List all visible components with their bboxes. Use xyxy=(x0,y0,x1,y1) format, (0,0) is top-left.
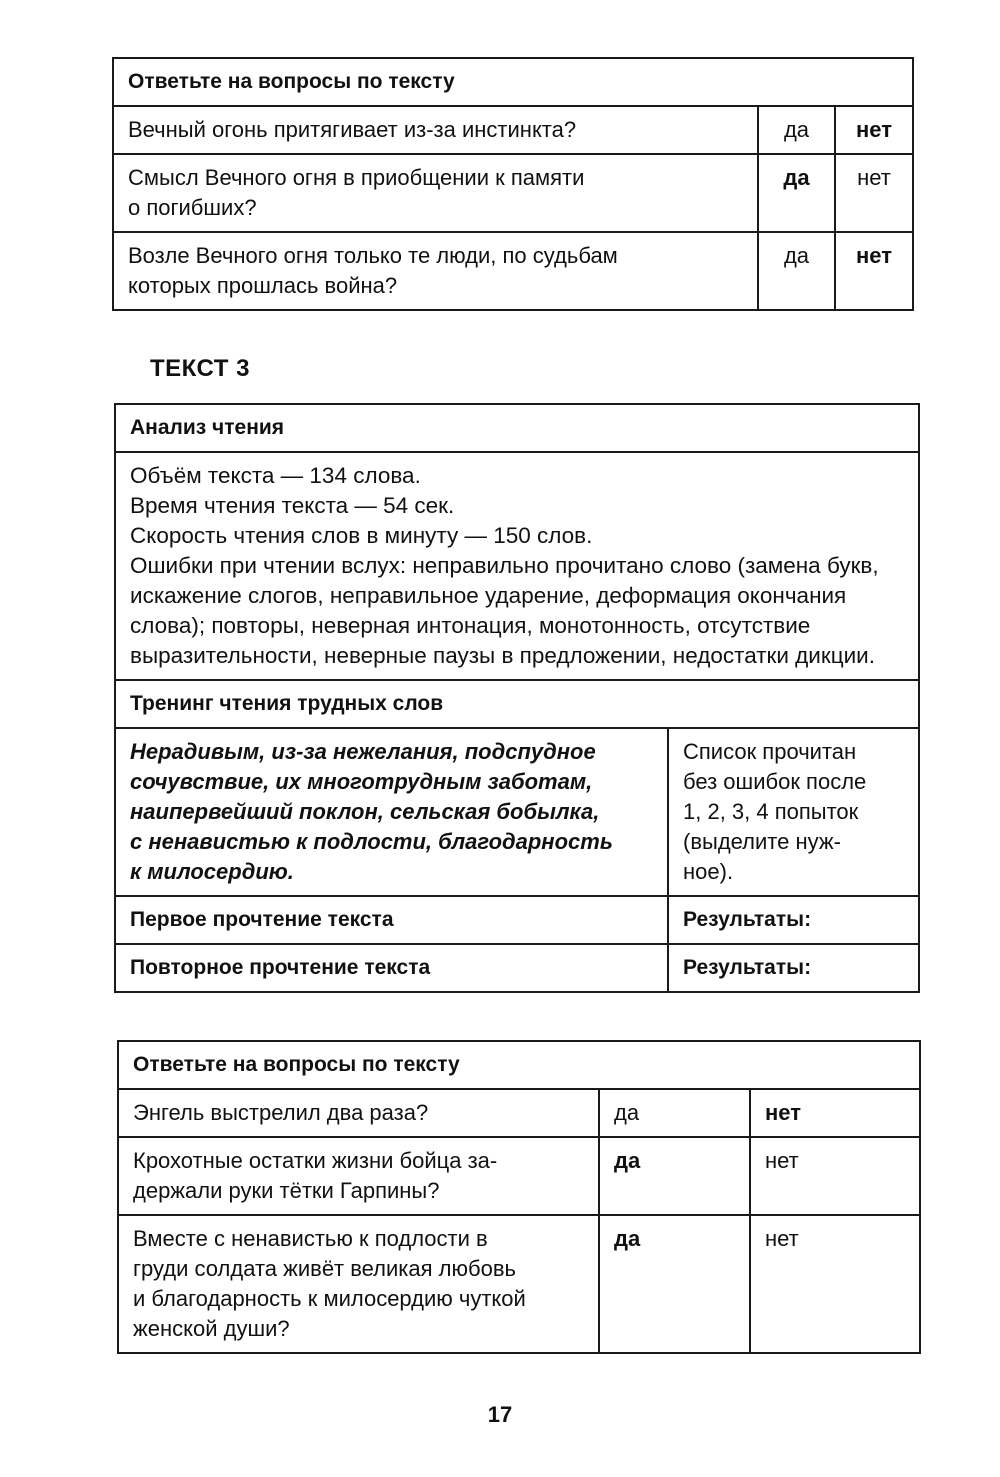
question-cell: Вечный огонь притягивает из-за инстинкта? xyxy=(113,106,758,154)
reading-analysis-table xyxy=(114,403,920,993)
questions-table-1 xyxy=(112,57,914,311)
questions-table-2-header: Ответьте на вопросы по тексту xyxy=(118,1041,920,1089)
answer-yes-cell: да xyxy=(599,1089,750,1137)
reading-speed: Скорость чтения слов в минуту — 150 слов. xyxy=(130,523,593,548)
answer-yes-cell: да xyxy=(758,232,835,310)
difficult-words: Нерадивым, из-за нежелания, подспудное сочувствие, их многотрудным заботам, наипервейший поклон, сельская бобылка, с ненавистью к подлости, благодарность к милосердию. xyxy=(115,728,668,896)
answer-yes-cell: да xyxy=(599,1215,750,1353)
table-row xyxy=(113,154,913,232)
reading-errors: Ошибки при чтении вслух: неправильно прочитано слово (замена букв, искажение слогов, неправильное ударение, деформация окончания слова); повторы, неверная интонация, монотонность, отсутствие выразительности, неверные паузы в предложении, недостатки дикции. xyxy=(130,553,879,668)
table-row xyxy=(113,106,913,154)
answer-no-cell: нет xyxy=(835,154,913,232)
table-row xyxy=(118,1215,920,1353)
questions-table-2 xyxy=(117,1040,921,1354)
answer-no-cell: нет xyxy=(835,106,913,154)
first-reading-label: Первое прочтение текста xyxy=(115,896,668,944)
answer-no-cell: нет xyxy=(835,232,913,310)
table-row xyxy=(118,1089,920,1137)
training-header: Тренинг чтения трудных слов xyxy=(115,680,919,728)
answer-no-cell: нет xyxy=(750,1137,920,1215)
text-volume: Объём текста — 134 слова. xyxy=(130,463,421,488)
answer-no-cell: нет xyxy=(750,1215,920,1353)
question-cell: Вместе с ненавистью к подлости в груди солдата живёт великая любовь и благодарность к милосердию чуткой женской души? xyxy=(118,1215,599,1353)
question-cell: Энгель выстрелил два раза? xyxy=(118,1089,599,1137)
first-reading-results: Результаты: xyxy=(668,896,919,944)
answer-yes-cell: да xyxy=(758,106,835,154)
page-number: 17 xyxy=(487,1402,513,1427)
reading-time: Время чтения текста — 54 сек. xyxy=(130,493,455,518)
table-row xyxy=(113,232,913,310)
table-row xyxy=(118,1137,920,1215)
answer-yes-cell: да xyxy=(758,154,835,232)
second-reading-results: Результаты: xyxy=(668,944,919,992)
text-3-heading: ТЕКСТ 3 xyxy=(150,355,250,382)
question-cell: Крохотные остатки жизни бойца за- держали руки тётки Гарпины? xyxy=(118,1137,599,1215)
training-note: Список прочитан без ошибок после 1, 2, 3, 4 попыток (выделите нуж- ное). xyxy=(668,728,919,896)
answer-yes-cell: да xyxy=(599,1137,750,1215)
question-cell: Смысл Вечного огня в приобщении к памяти о погибших? xyxy=(113,154,758,232)
question-cell: Возле Вечного огня только те люди, по судьбам которых прошлась война? xyxy=(113,232,758,310)
answer-no-cell: нет xyxy=(750,1089,920,1137)
questions-table-1-header: Ответьте на вопросы по тексту xyxy=(113,58,913,106)
analysis-body xyxy=(115,452,919,680)
analysis-header: Анализ чтения xyxy=(115,404,919,452)
second-reading-label: Повторное прочтение текста xyxy=(115,944,668,992)
